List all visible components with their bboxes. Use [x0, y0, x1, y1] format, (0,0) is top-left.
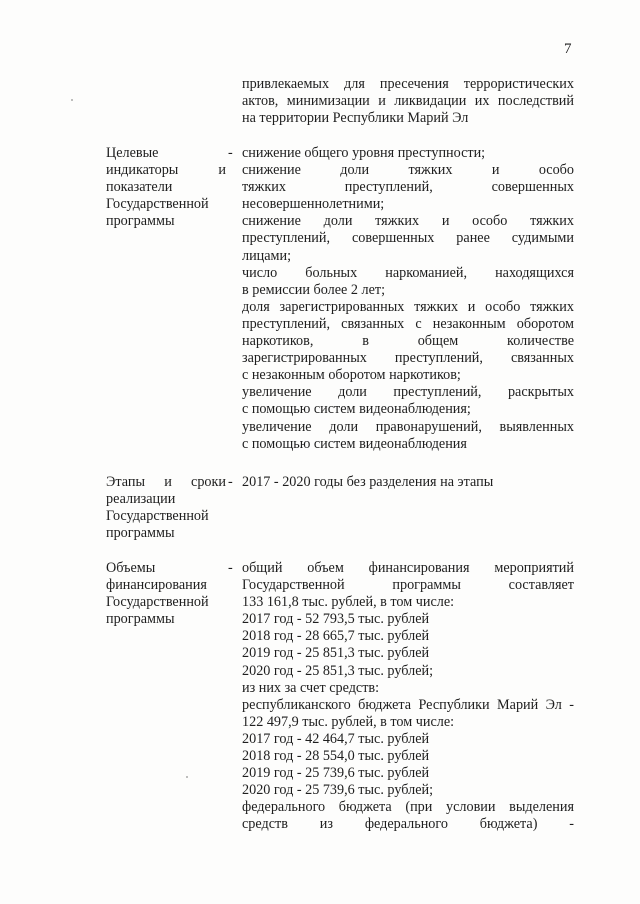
- text-line: 133 161,8 тыс. рублей, в том числе:: [242, 594, 455, 611]
- text-line: в ремиссии более 2 лет;: [242, 281, 386, 298]
- text-line: 2018 год - 28 665,7 тыс. рублей: [242, 628, 430, 645]
- text-line: реализации: [106, 491, 176, 508]
- text-line: 2017 год - 42 464,7 тыс. рублей: [242, 730, 430, 747]
- scan-artifact: [71, 99, 73, 101]
- text-line: Государственной: [106, 196, 209, 213]
- text-line: Государственной: [106, 508, 209, 525]
- text-line: увеличение доли правонарушений, выявленных: [242, 418, 574, 435]
- row-label: [106, 145, 226, 230]
- text-line: снижение доли тяжких и особо тяжких: [242, 213, 574, 230]
- text-line: федерального бюджета (при условии выделения: [242, 799, 574, 816]
- text-line: средств из федерального бюджета) -: [242, 816, 574, 833]
- text-line: Государственной программы составляет: [242, 577, 574, 594]
- text-line: 2019 год - 25 851,3 тыс. рублей: [242, 645, 430, 662]
- text-line: 2019 год - 25 739,6 тыс. рублей: [242, 765, 430, 782]
- text-line: лицами;: [242, 247, 292, 264]
- text-line: несовершеннолетними;: [242, 196, 385, 213]
- text-line: тяжких преступлений, совершенных: [242, 179, 574, 196]
- text-line: 2018 год - 28 554,0 тыс. рублей: [242, 748, 430, 765]
- text-line: финансирования: [106, 577, 207, 594]
- text-line: доля зарегистрированных тяжких и особо тяжких: [242, 298, 574, 315]
- text-line: из них за счет средств:: [242, 679, 380, 696]
- text-line: программы: [106, 611, 175, 628]
- row-label: [106, 560, 226, 628]
- text-line: 2017 - 2020 годы без разделения на этапы: [242, 474, 494, 490]
- text-line: с незаконным оборотом наркотиков;: [242, 367, 461, 384]
- text-line: Этапы и сроки: [106, 474, 226, 490]
- text-line: Государственной: [106, 594, 209, 611]
- row-dash: -: [228, 145, 233, 161]
- text-line: преступлений, совершенных ранее судимыми: [242, 230, 574, 247]
- text-line: актов, минимизации и ликвидации их последствий: [242, 93, 574, 110]
- text-line: 2020 год - 25 851,3 тыс. рублей;: [242, 662, 434, 679]
- page-number: 7: [564, 41, 572, 57]
- row-label: [106, 474, 226, 542]
- text-line: привлекаемых для пресечения террористических: [242, 76, 574, 92]
- text-line: программы: [106, 213, 175, 230]
- text-line: преступлений, связанных с незаконным оборотом: [242, 315, 574, 332]
- text-line: 122 497,9 тыс. рублей, в том числе:: [242, 713, 455, 730]
- row-dash: -: [228, 474, 233, 490]
- passport-continuation-text: [242, 76, 574, 127]
- text-line: 2017 год - 52 793,5 тыс. рублей: [242, 611, 430, 628]
- scan-artifact: [186, 776, 188, 778]
- text-line: показатели: [106, 179, 173, 196]
- text-line: с помощью систем видеонаблюдения;: [242, 401, 471, 418]
- text-line: Объемы: [106, 560, 156, 576]
- text-line: снижение общего уровня преступности;: [242, 145, 486, 161]
- text-line: Целевые: [106, 145, 159, 161]
- text-line: зарегистрированных преступлений, связанных: [242, 350, 574, 367]
- text-line: индикаторы и: [106, 162, 226, 179]
- row-content: [242, 145, 574, 453]
- text-line: наркотиков, в общем количестве: [242, 333, 574, 350]
- text-line: снижение доли тяжких и особо: [242, 162, 574, 179]
- row-content: [242, 474, 574, 491]
- text-line: общий объем финансирования мероприятий: [242, 560, 574, 576]
- row-dash: -: [228, 560, 233, 576]
- text-line: программы: [106, 525, 175, 542]
- text-line: 2020 год - 25 739,6 тыс. рублей;: [242, 782, 434, 799]
- text-line: число больных наркоманией, находящихся: [242, 264, 574, 281]
- text-line: республиканского бюджета Республики Марий Эл -: [242, 696, 574, 713]
- text-line: увеличение доли преступлений, раскрытых: [242, 384, 574, 401]
- row-content: [242, 560, 574, 834]
- text-line: на территории Республики Марий Эл: [242, 110, 469, 127]
- text-line: с помощью систем видеонаблюдения: [242, 435, 467, 452]
